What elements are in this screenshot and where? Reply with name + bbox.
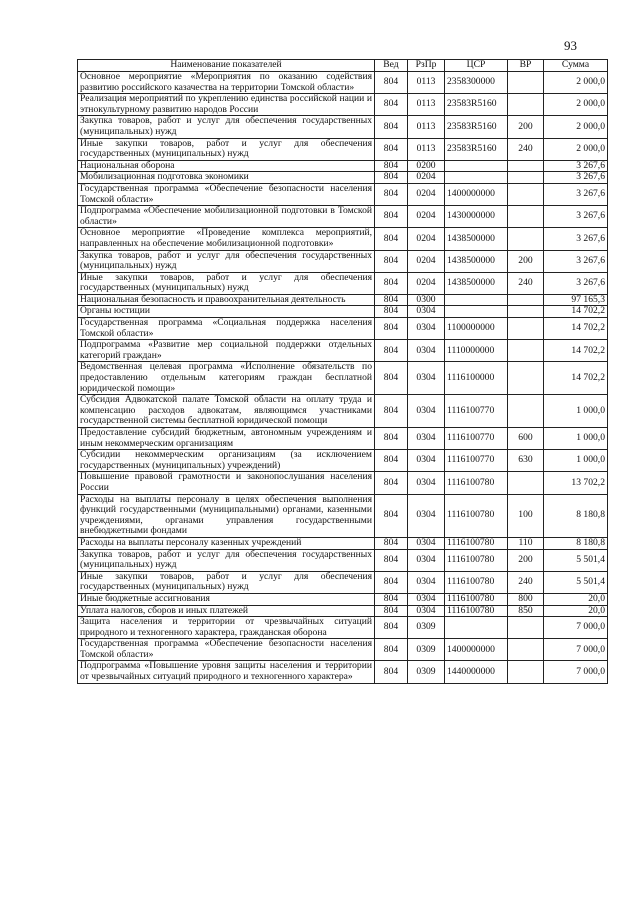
cell-csr: 1116100000 <box>445 362 508 395</box>
cell-name: Предоставление субсидий бюджетным, автономным учреждениям и иным некоммерческим организациям <box>78 428 375 450</box>
cell-rzpr: 0304 <box>408 571 445 593</box>
cell-ved: 804 <box>375 116 408 138</box>
cell-rzpr: 0304 <box>408 450 445 472</box>
cell-sum: 3 267,6 <box>544 228 608 250</box>
cell-sum: 13 702,2 <box>544 472 608 494</box>
table-row <box>78 450 608 472</box>
cell-sum: 3 267,6 <box>544 206 608 228</box>
cell-name: Повышение правовой грамотности и законопослушания населения России <box>78 472 375 494</box>
cell-vr: 240 <box>508 272 544 294</box>
cell-ved: 804 <box>375 472 408 494</box>
cell-ved: 804 <box>375 183 408 205</box>
table-row <box>78 250 608 272</box>
cell-vr: 100 <box>508 494 544 537</box>
table-row <box>78 549 608 571</box>
cell-csr: 1116100780 <box>445 571 508 593</box>
cell-csr: 1116100780 <box>445 549 508 571</box>
table-row <box>78 94 608 116</box>
cell-sum: 3 267,6 <box>544 172 608 184</box>
cell-csr: 1116100770 <box>445 395 508 428</box>
cell-rzpr: 0304 <box>408 494 445 537</box>
cell-rzpr: 0113 <box>408 116 445 138</box>
cell-rzpr: 0304 <box>408 549 445 571</box>
cell-csr: 1116100780 <box>445 593 508 605</box>
cell-sum: 1 000,0 <box>544 395 608 428</box>
table-header-row <box>78 60 608 72</box>
cell-csr: 1116100780 <box>445 494 508 537</box>
cell-name: Подпрограмма «Развитие мер социальной поддержки отдельных категорий граждан» <box>78 340 375 362</box>
cell-sum: 20,0 <box>544 605 608 617</box>
cell-rzpr: 0204 <box>408 183 445 205</box>
cell-ved: 804 <box>375 306 408 318</box>
cell-vr: 600 <box>508 428 544 450</box>
table-row <box>78 494 608 537</box>
table-row <box>78 272 608 294</box>
cell-sum: 14 702,2 <box>544 340 608 362</box>
table-row <box>78 639 608 661</box>
cell-vr <box>508 94 544 116</box>
cell-csr: 1116100770 <box>445 428 508 450</box>
cell-csr: 1438500000 <box>445 228 508 250</box>
cell-ved: 804 <box>375 661 408 683</box>
cell-sum: 5 501,4 <box>544 549 608 571</box>
cell-rzpr: 0304 <box>408 340 445 362</box>
cell-name: Расходы на выплаты персоналу казенных учреждений <box>78 537 375 549</box>
cell-name: Государственная программа «Обеспечение безопасности населения Томской области» <box>78 183 375 205</box>
cell-rzpr: 0309 <box>408 617 445 639</box>
cell-name: Субсидии некоммерческим организациям (за исключением государственных (муниципальных) учреждений) <box>78 450 375 472</box>
table-row <box>78 428 608 450</box>
cell-ved: 804 <box>375 537 408 549</box>
table-row <box>78 160 608 172</box>
cell-vr <box>508 362 544 395</box>
cell-sum: 8 180,8 <box>544 494 608 537</box>
cell-name: Государственная программа «Обеспечение безопасности населения Томской области» <box>78 639 375 661</box>
cell-vr: 200 <box>508 250 544 272</box>
cell-csr: 1440000000 <box>445 661 508 683</box>
cell-sum: 20,0 <box>544 593 608 605</box>
cell-sum: 7 000,0 <box>544 661 608 683</box>
cell-sum: 3 267,6 <box>544 160 608 172</box>
cell-rzpr: 0200 <box>408 160 445 172</box>
cell-ved: 804 <box>375 228 408 250</box>
cell-ved: 804 <box>375 272 408 294</box>
cell-rzpr: 0309 <box>408 661 445 683</box>
cell-ved: 804 <box>375 571 408 593</box>
cell-name: Иные закупки товаров, работ и услуг для обеспечения государственных (муниципальных) нужд <box>78 272 375 294</box>
cell-ved: 804 <box>375 318 408 340</box>
cell-vr <box>508 395 544 428</box>
cell-csr <box>445 172 508 184</box>
header-rzpr: РзПр <box>408 60 445 72</box>
cell-rzpr: 0300 <box>408 294 445 306</box>
cell-vr <box>508 206 544 228</box>
cell-vr <box>508 228 544 250</box>
cell-name: Подпрограмма «Обеспечение мобилизационной подготовки в Томской области» <box>78 206 375 228</box>
cell-sum: 3 267,6 <box>544 250 608 272</box>
table-row <box>78 395 608 428</box>
cell-rzpr: 0309 <box>408 639 445 661</box>
cell-vr <box>508 72 544 94</box>
cell-ved: 804 <box>375 639 408 661</box>
cell-name: Реализация мероприятий по укреплению единства российской нации и этнокультурному развитию народов России <box>78 94 375 116</box>
table-row <box>78 661 608 683</box>
cell-vr: 200 <box>508 116 544 138</box>
cell-name: Иные бюджетные ассигнования <box>78 593 375 605</box>
table-row <box>78 537 608 549</box>
cell-csr: 1430000000 <box>445 206 508 228</box>
cell-name: Защита населения и территории от чрезвычайных ситуаций природного и техногенного характера, гражданская оборона <box>78 617 375 639</box>
cell-ved: 804 <box>375 94 408 116</box>
cell-ved: 804 <box>375 593 408 605</box>
table-row <box>78 571 608 593</box>
cell-name: Уплата налогов, сборов и иных платежей <box>78 605 375 617</box>
cell-ved: 804 <box>375 340 408 362</box>
cell-ved: 804 <box>375 450 408 472</box>
cell-rzpr: 0204 <box>408 272 445 294</box>
cell-name: Иные закупки товаров, работ и услуг для обеспечения государственных (муниципальных) нужд <box>78 138 375 160</box>
cell-vr: 630 <box>508 450 544 472</box>
cell-sum: 7 000,0 <box>544 639 608 661</box>
table-row <box>78 593 608 605</box>
header-vr: ВР <box>508 60 544 72</box>
cell-rzpr: 0204 <box>408 172 445 184</box>
cell-sum: 1 000,0 <box>544 428 608 450</box>
cell-ved: 804 <box>375 138 408 160</box>
cell-ved: 804 <box>375 428 408 450</box>
cell-vr: 800 <box>508 593 544 605</box>
cell-sum: 14 702,2 <box>544 318 608 340</box>
cell-csr: 23583R5160 <box>445 116 508 138</box>
cell-csr: 1116100780 <box>445 537 508 549</box>
cell-name: Основное мероприятие «Проведение комплекса мероприятий, направленных на обеспечение мобилизационной подготовки» <box>78 228 375 250</box>
cell-sum: 3 267,6 <box>544 272 608 294</box>
cell-vr <box>508 472 544 494</box>
cell-csr: 1116100780 <box>445 472 508 494</box>
cell-ved: 804 <box>375 605 408 617</box>
cell-vr: 110 <box>508 537 544 549</box>
table-row <box>78 183 608 205</box>
cell-name: Подпрограмма «Повышение уровня защиты населения и территории от чрезвычайных ситуаций природного и техногенного характера» <box>78 661 375 683</box>
cell-rzpr: 0113 <box>408 94 445 116</box>
table-row <box>78 617 608 639</box>
cell-vr <box>508 340 544 362</box>
cell-vr <box>508 160 544 172</box>
cell-sum: 3 267,6 <box>544 183 608 205</box>
cell-sum: 2 000,0 <box>544 94 608 116</box>
cell-csr: 23583R5160 <box>445 138 508 160</box>
cell-csr: 1400000000 <box>445 639 508 661</box>
cell-sum: 14 702,2 <box>544 306 608 318</box>
cell-name: Закупка товаров, работ и услуг для обеспечения государственных (муниципальных) нужд <box>78 549 375 571</box>
cell-vr <box>508 183 544 205</box>
cell-vr <box>508 318 544 340</box>
cell-vr <box>508 172 544 184</box>
cell-rzpr: 0304 <box>408 428 445 450</box>
cell-sum: 1 000,0 <box>544 450 608 472</box>
table-row <box>78 206 608 228</box>
cell-csr: 1400000000 <box>445 183 508 205</box>
cell-sum: 7 000,0 <box>544 617 608 639</box>
cell-rzpr: 0204 <box>408 228 445 250</box>
cell-vr <box>508 294 544 306</box>
cell-name: Органы юстиции <box>78 306 375 318</box>
cell-rzpr: 0304 <box>408 593 445 605</box>
cell-name: Государственная программа «Социальная поддержка населения Томской области» <box>78 318 375 340</box>
cell-sum: 2 000,0 <box>544 116 608 138</box>
table-row <box>78 306 608 318</box>
cell-rzpr: 0304 <box>408 537 445 549</box>
cell-vr <box>508 617 544 639</box>
cell-rzpr: 0113 <box>408 72 445 94</box>
cell-csr: 1116100770 <box>445 450 508 472</box>
cell-sum: 14 702,2 <box>544 362 608 395</box>
cell-sum: 5 501,4 <box>544 571 608 593</box>
cell-ved: 804 <box>375 250 408 272</box>
cell-csr: 23583R5160 <box>445 94 508 116</box>
table-row <box>78 294 608 306</box>
cell-ved: 804 <box>375 160 408 172</box>
cell-sum: 2 000,0 <box>544 72 608 94</box>
header-sum: Сумма <box>544 60 608 72</box>
cell-csr: 1100000000 <box>445 318 508 340</box>
cell-rzpr: 0304 <box>408 472 445 494</box>
cell-ved: 804 <box>375 395 408 428</box>
cell-rzpr: 0304 <box>408 306 445 318</box>
cell-ved: 804 <box>375 72 408 94</box>
cell-vr: 240 <box>508 138 544 160</box>
cell-rzpr: 0304 <box>408 362 445 395</box>
cell-rzpr: 0304 <box>408 395 445 428</box>
cell-name: Закупка товаров, работ и услуг для обеспечения государственных (муниципальных) нужд <box>78 250 375 272</box>
budget-table <box>77 59 608 684</box>
cell-sum: 8 180,8 <box>544 537 608 549</box>
table-row <box>78 172 608 184</box>
cell-csr: 1116100780 <box>445 605 508 617</box>
cell-vr: 200 <box>508 549 544 571</box>
cell-rzpr: 0304 <box>408 318 445 340</box>
cell-rzpr: 0113 <box>408 138 445 160</box>
table-row <box>78 138 608 160</box>
cell-vr <box>508 306 544 318</box>
cell-csr <box>445 617 508 639</box>
cell-csr: 1438500000 <box>445 250 508 272</box>
cell-name: Национальная безопасность и правоохранительная деятельность <box>78 294 375 306</box>
cell-name: Закупка товаров, работ и услуг для обеспечения государственных (муниципальных) нужд <box>78 116 375 138</box>
cell-ved: 804 <box>375 494 408 537</box>
cell-vr <box>508 661 544 683</box>
table-row <box>78 72 608 94</box>
cell-rzpr: 0204 <box>408 206 445 228</box>
cell-csr <box>445 306 508 318</box>
cell-ved: 804 <box>375 617 408 639</box>
cell-csr <box>445 294 508 306</box>
cell-csr <box>445 160 508 172</box>
cell-csr: 1110000000 <box>445 340 508 362</box>
cell-vr: 240 <box>508 571 544 593</box>
cell-sum: 2 000,0 <box>544 138 608 160</box>
cell-name: Мобилизационная подготовка экономики <box>78 172 375 184</box>
header-name: Наименование показателей <box>78 60 375 72</box>
page-number: 93 <box>564 38 577 53</box>
cell-ved: 804 <box>375 172 408 184</box>
cell-name: Национальная оборона <box>78 160 375 172</box>
cell-rzpr: 0304 <box>408 605 445 617</box>
cell-name: Ведомственная целевая программа «Исполнение обязательств по предоставлению отдельным категориям граждан бесплатной юридической помощи» <box>78 362 375 395</box>
cell-name: Основное мероприятие «Мероприятия по оказанию содействия развитию российского казачества на территории Томской области» <box>78 72 375 94</box>
cell-csr: 2358300000 <box>445 72 508 94</box>
header-ved: Вед <box>375 60 408 72</box>
table-row <box>78 362 608 395</box>
cell-vr <box>508 639 544 661</box>
cell-name: Субсидия Адвокатской палате Томской области на оплату труда и компенсацию расходов адвокатам, являющимся участниками государственной системы бесплатной юридической помощи <box>78 395 375 428</box>
table-row <box>78 318 608 340</box>
cell-name: Расходы на выплаты персоналу в целях обеспечения выполнения функций государственными (муниципальными) органами, казенными учреждениями, органами управления государственными внебюджетными фондами <box>78 494 375 537</box>
cell-csr: 1438500000 <box>445 272 508 294</box>
table-row <box>78 605 608 617</box>
cell-ved: 804 <box>375 206 408 228</box>
cell-ved: 804 <box>375 362 408 395</box>
cell-name: Иные закупки товаров, работ и услуг для обеспечения государственных (муниципальных) нужд <box>78 571 375 593</box>
cell-rzpr: 0204 <box>408 250 445 272</box>
table-row <box>78 472 608 494</box>
table-row <box>78 116 608 138</box>
cell-sum: 97 165,3 <box>544 294 608 306</box>
header-csr: ЦСР <box>445 60 508 72</box>
cell-ved: 804 <box>375 549 408 571</box>
table-row <box>78 228 608 250</box>
table-row <box>78 340 608 362</box>
cell-ved: 804 <box>375 294 408 306</box>
cell-vr: 850 <box>508 605 544 617</box>
